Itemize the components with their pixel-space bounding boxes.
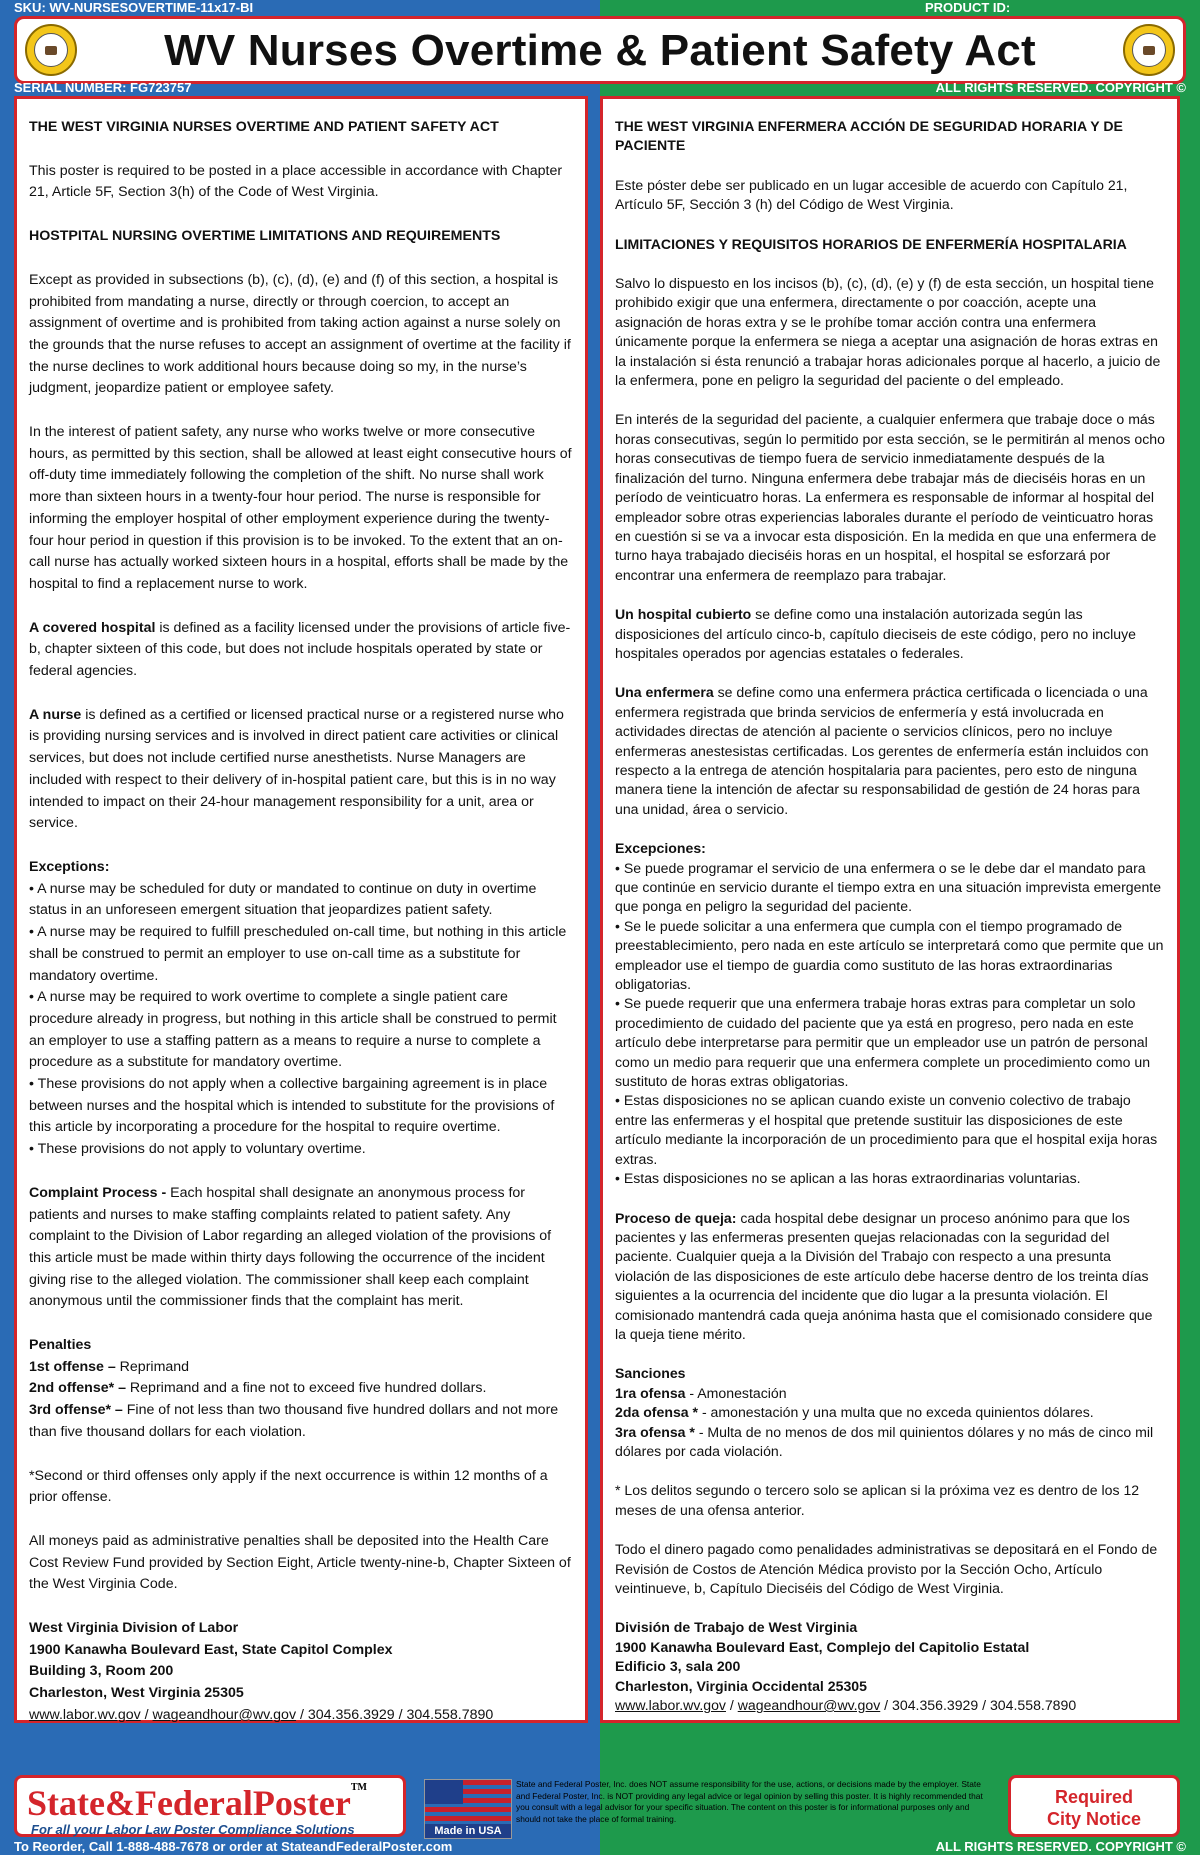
es-exception-item: • Estas disposiciones no se aplican a las horas extraordinarias voluntarias. xyxy=(615,1170,1081,1187)
spanish-column xyxy=(600,96,1180,1723)
city-notice-label: City Notice xyxy=(1046,1809,1142,1829)
en-penalty-2: 2nd offense* – Reprimand and a fine not to exceed five hundred dollars. xyxy=(29,1380,487,1397)
brand-tagline: For all your Labor Law Poster Compliance Solutions xyxy=(31,1822,355,1837)
en-para2: In the interest of patient safety, any nurse who works twelve or more consecutive hours, as permitted by this section, shall be allowed at least eight consecutive hours of off-duty time immediately following the completion of the shift. No nurse shall work more than sixteen hours in a twenty-four hour period. The nurse is responsible for informing the employer hospital of other employment experience during the twenty-four hour period in question if this provision is to be invoked. To the extent that an on-call nurse has actually worked sixteen hours in a hospital, efforts shall be made by the hospital to find a replacement nurse to work. xyxy=(29,424,572,592)
required-label: Required xyxy=(1054,1787,1133,1807)
bottom-strip xyxy=(0,1839,1200,1855)
top-strip xyxy=(0,0,1200,16)
es-heading: THE WEST VIRGINIA ENFERMERA ACCIÓN DE SEGURIDAD HORARIA Y DE PACIENTE xyxy=(615,118,1123,154)
es-website-link[interactable]: www.labor.wv.gov xyxy=(615,1697,726,1714)
product-id-label: PRODUCT ID: xyxy=(925,0,1011,15)
en-moneys: All moneys paid as administrative penalties shall be deposited into the Health Care Cost Review Fund provided by Section Eight, Article twenty-nine-b, Chapter Sixteen of the West Virginia Code. xyxy=(29,1532,571,1593)
sku-label: SKU: WV-NURSESOVERTIME-11x17-BI xyxy=(14,0,254,15)
serial-number: SERIAL NUMBER: FG723757 xyxy=(14,80,192,95)
copyright-top: ALL RIGHTS RESERVED. COPYRIGHT © xyxy=(935,80,1186,95)
en-heading: THE WEST VIRGINIA NURSES OVERTIME AND PATIENT SAFETY ACT xyxy=(29,119,499,135)
copyright-bottom: ALL RIGHTS RESERVED. COPYRIGHT © xyxy=(935,1839,1186,1854)
title-box xyxy=(14,16,1186,84)
brand-name: State&FederalPoster xyxy=(27,1783,351,1823)
es-exception-item: • Estas disposiciones no se aplican cuando existe un convenio colectivo de trabajo entre las enfermeras y el hospital que pretende sustituir las disposiciones de este artículo mediante la incorporación de un procedimiento para que el hospital exija horas extras. xyxy=(615,1092,1158,1167)
en-subheading: HOSTPITAL NURSING OVERTIME LIMITATIONS AND REQUIREMENTS xyxy=(29,228,501,245)
es-contact-line: www.labor.wv.gov / wageandhour@wv.gov / 304.356.3929 / 304.558.7890 xyxy=(615,1697,1077,1714)
en-exception-item: • These provisions do not apply when a collective bargaining agreement is in place between nurses and the hospital which is intended to substitute for the provisions of this article by incorporating a procedure for the hospital to require overtime. xyxy=(29,1076,555,1136)
es-intro: Este póster debe ser publicado en un lugar accesible de acuerdo con Capítulo 21, Artículo 5F, Sección 3 (h) del Código de West Virginia. xyxy=(615,176,1128,213)
es-covered-hospital: Un hospital cubierto se define como una instalación autorizada según las disposiciones del artículo cinco-b, capítulo dieciseis de este código, pero no incluye hospitales operados por agencias estatales o federales. xyxy=(615,606,1136,661)
es-penalty-3: 3ra ofensa * - Multa de no menos de dos mil quinientos dólares y no más de cinco mil dólares por cada violación. xyxy=(615,1423,1154,1459)
en-penalty-1: 1st offense – Reprimand xyxy=(29,1358,190,1375)
es-subheading: LIMITACIONES Y REQUISITOS HORARIOS DE ENFERMERÍA HOSPITALARIA xyxy=(615,235,1127,252)
en-addr-line: 1900 Kanawha Boulevard East, State Capitol Complex xyxy=(29,1641,393,1658)
page-title: WV Nurses Overtime & Patient Safety Act xyxy=(164,26,1036,75)
reorder-info: To Reorder, Call 1-888-488-7678 or order at StateandFederalPoster.com xyxy=(14,1839,453,1854)
es-addr-line: Edificio 3, sala 200 xyxy=(615,1658,741,1675)
en-exception-item: • A nurse may be scheduled for duty or mandated to continue on duty in overtime status in an unforeseen emergent situation that jeopardizes patient safety. xyxy=(29,880,537,919)
es-email-link[interactable]: wageandhour@wv.gov xyxy=(737,1697,881,1714)
es-penalties-title: Sanciones xyxy=(615,1365,686,1382)
wv-seal-icon xyxy=(1123,24,1175,76)
en-penalty-3: 3rd offense* – Fine of not less than two thousand five hundred dollars and not more than five thousand dollars for each violation. xyxy=(29,1402,559,1440)
en-footnote: *Second or third offenses only apply if the next occurrence is within 12 months of a prior offense. xyxy=(29,1467,548,1506)
en-contact-line: www.labor.wv.gov / wageandhour@wv.gov / 304.356.3929 / 304.558.7890 xyxy=(29,1706,494,1723)
es-complaint-process: Proceso de queja: cada hospital debe designar un proceso anónimo para que los pacientes y las enfermeras presenten quejas relacionadas con la seguridad del paciente. Cualquier queja a la División del Trabajo con respecto a una presunta violación de las disposiciones de este artículo debe hacerse dentro de los treinta días siguientes a la ocurrencia del incidente que dio lugar a la presunta violación. El comisionado mantendrá cada queja anónima hasta que el comisionado considere que la queja tiene mérito. xyxy=(615,1209,1153,1342)
es-addr-line: División de Trabajo de West Virginia xyxy=(615,1619,858,1636)
en-nurse-definition: A nurse is defined as a certified or licensed practical nurse or a registered nurse who is providing nursing services and is involved in direct patient care activities or clinical services, but does not include certified nurse anesthetists. Nurse Managers are included with respect to their delivery of in-hospital patient care, but this is in no way intended to impact on their 24-hour management responsibility for a unit, area or service. xyxy=(29,706,564,832)
brand-logo[interactable] xyxy=(14,1775,406,1837)
es-exceptions-title: Excepciones: xyxy=(615,840,706,857)
en-para1: Except as provided in subsections (b), (c), (d), (e) and (f) of this section, a hospital is prohibited from mandating a nurse, directly or through coercion, to accept an assignment of overtime and is prohibited from taking action against a nurse solely on the grounds that the nurse refuses to accept an assignment of overtime at the facility if the nurse declines to work additional hours because doing so my, in the nurse’s judgment, jeopardize patient or employee safety. xyxy=(29,271,571,397)
en-intro: This poster is required to be posted in a place accessible in accordance with Chapter 21, Article 5F, Section 3(h) of the Code of West Virginia. xyxy=(29,162,563,201)
es-para1: Salvo lo dispuesto en los incisos (b), (c), (d), (e) y (f) de esta sección, un hospital tiene prohibido exigir que una enfermera, directamente o por coacción, acepte una asignación de horas extra y se le prohíbe tomar acción contra una enfermera únicamente porque la enfermera se niega a aceptar una asignación de horas extras en la instalación si ésta renunció a trabajar horas adicionales porque al hacerlo, a juicio de la enfermera, pone en peligro la seguridad del paciente o del empleado. xyxy=(615,275,1161,389)
es-exception-item: • Se puede requerir que una enfermera trabaje horas extras para completar un solo procedimiento de cuidado del paciente que ya está en progreso, pero nada en este artículo debe interpretarse para permitir que un empleador use un patrón de personal como un medio para requerir que una enfermera complete un procedimiento como un sustituto de horas extras obligatorias. xyxy=(615,995,1151,1090)
us-flag-icon xyxy=(424,1779,512,1839)
en-complaint-process: Complaint Process - Each hospital shall designate an anonymous process for patients and nurses to make staffing complaints related to patient safety. Any complaint to the Division of Labor regarding an alleged violation of the provisions of this article must be made within thirty days following the occurrence of the incident giving rise to the alleged violation. The commissioner shall keep each complaint anonymous until the commissioner finds that the complaint has merit. xyxy=(29,1184,552,1310)
trademark: TM xyxy=(350,1782,367,1793)
es-addr-line: Charleston, Virginia Occidental 25305 xyxy=(615,1677,867,1694)
es-penalty-2: 2da ofensa * - amonestación y una multa que no exceda quinientos dólares. xyxy=(615,1404,1094,1421)
en-penalties-title: Penalties xyxy=(29,1337,92,1354)
en-email-link[interactable]: wageandhour@wv.gov xyxy=(152,1706,297,1723)
en-exceptions-title: Exceptions: xyxy=(29,858,110,875)
es-para2: En interés de la seguridad del paciente, a cualquier enfermera que trabaje doce o más horas consecutivas, según lo permitido por esta sección, se le permitirán al menos ocho horas consecutivas de tiempo fuera de servicio inmediatamente después de la finalización del turno. Ninguna enfermera debe trabajar más de dieciséis horas en un período de veinticuatro horas. La enfermera es responsable de informar al hospital del empleador sobre otras experiencias laborales durante el período de veinticuatro horas en cuestión si se va a invocar esta disposición. En la medida en que una enfermera de turno haya trabajado dieciséis horas en un hospital, el hospital se esforzará por encontrar una enfermera de reemplazo para trabajar. xyxy=(615,411,1165,583)
en-exception-item: • A nurse may be required to work overtime to complete a single patient care procedure already in progress, but nothing in this article shall be construed to permit an employer to use a staffing pattern as a means to require a nurse to complete a procedure as a substitute for mandatory overtime. xyxy=(29,989,557,1071)
es-exception-item: • Se puede programar el servicio de una enfermera o se le debe dar el mandato para que continúe en servicio durante el tiempo extra en una situación imprevista emergente que ponga en peligro la seguridad del paciente. xyxy=(615,859,1162,915)
es-exception-item: • Se le puede solicitar a una enfermera que cumpla con el tiempo programado de preestablecimiento, pero nada en este artículo se interpretará como que permite que un empleador use el tiempo de guardia como sustituto de las horas extraordinarias obligatorias. xyxy=(615,917,1164,993)
en-addr-line: West Virginia Division of Labor xyxy=(29,1620,239,1637)
en-website-link[interactable]: www.labor.wv.gov xyxy=(29,1706,141,1723)
required-city-notice-badge xyxy=(1008,1775,1180,1837)
es-penalty-1: 1ra ofensa - Amonestación xyxy=(615,1384,787,1401)
en-addr-line: Building 3, Room 200 xyxy=(29,1663,174,1680)
es-nurse-definition: Una enfermera se define como una enfermera práctica certificada o licenciada o una enfermera registrada que brinda servicios de enfermería y está involucrada en actividades directas de atención al paciente o servicios clínicos, pero no incluye enfermeras anestesistas certificadas. Los gerentes de enfermería están incluidos con respecto a la entrega de atención hospitalaria para pacientes, pero esto de ninguna manera tiene la intención de afectar su responsabilidad de gestión de 24 horas para una unidad, área o servicio. xyxy=(615,684,1149,817)
legal-disclaimer: State and Federal Poster, Inc. does NOT assume responsibility for the use, actions, or decisions made by the employer. State and Federal Poster, Inc. is NOT providing any legal advice or legal opinion by selling this poster. It is highly recommended that you consult with a legal advisor for your specific situation. The content on this poster is for informational purposes only and should not take the place of formal training. xyxy=(516,1779,983,1824)
en-exception-item: • These provisions do not apply to voluntary overtime. xyxy=(29,1141,366,1158)
en-exception-item: • A nurse may be required to fulfill prescheduled on-call time, but nothing in this article shall be construed to permit an employer to use on-call time as a substitute for mandatory overtime. xyxy=(29,924,567,984)
serial-strip xyxy=(0,80,1200,96)
english-column xyxy=(14,96,588,1723)
es-moneys: Todo el dinero pagado como penalidades administrativas se depositará en el Fondo de Revisión de Costos de Atención Médica provisto por la Sección Ocho, Artículo veintinueve, b, Capítulo Dieciséis del Código de West Virginia. xyxy=(615,1541,1158,1596)
en-addr-line: Charleston, West Virginia 25305 xyxy=(29,1685,244,1702)
made-in-usa-label: Made in USA xyxy=(425,1824,511,1838)
en-covered-hospital: A covered hospital is defined as a facility licensed under the provisions of article five-b, chapter sixteen of this code, but does not include hospitals operated by state or federal agencies. xyxy=(29,619,571,680)
es-footnote: * Los delitos segundo o tercero solo se aplican si la próxima vez es dentro de los 12 meses de una ofensa anterior. xyxy=(615,1482,1140,1518)
es-addr-line: 1900 Kanawha Boulevard East, Complejo del Capitolio Estatal xyxy=(615,1638,1030,1655)
